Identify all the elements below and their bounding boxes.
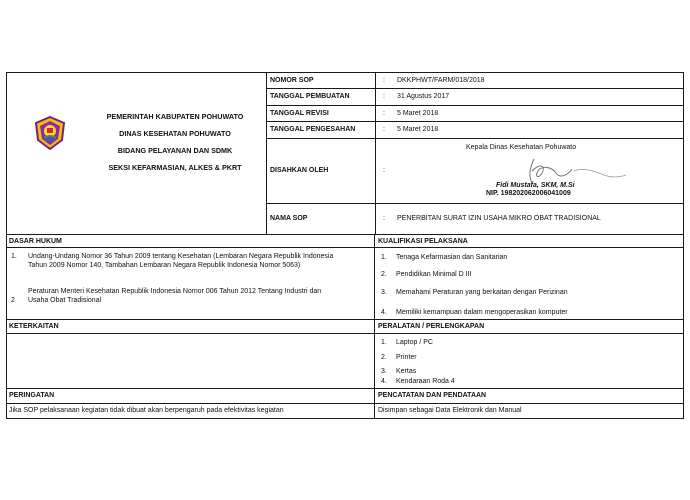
value-tanggal-pengesahan: 5 Maret 2018 (397, 126, 439, 133)
list-item: Memahami Peraturan yang berkaitan dengan Perizinan (396, 289, 568, 296)
value-tanggal-pembuatan: 31 Agustus 2017 (397, 93, 450, 100)
label-tanggal-pembuatan: TANGGAL PEMBUATAN (270, 93, 350, 100)
item-number: 3. (381, 289, 387, 296)
colon: : (383, 77, 385, 84)
colon: : (383, 126, 385, 133)
label-tanggal-revisi: TANGGAL REVISI (270, 110, 329, 117)
colon: : (383, 93, 385, 100)
value-tanggal-revisi: 5 Maret 2018 (397, 110, 439, 117)
approver-name: Fidi Mustafa, SKM, M.Si (496, 182, 575, 189)
item-number: 4. (381, 378, 387, 385)
list-item: Printer (396, 354, 417, 361)
item-text: Peraturan Menteri Kesehatan Republik Indonesia Nomor 006 Tahun 2012 Tentang Industri dan (28, 288, 322, 295)
colon: : (383, 215, 385, 222)
item-number: 1. (381, 254, 387, 261)
list-item: Pendidikan Minimal D III (396, 271, 472, 278)
org-line-division: BIDANG PELAYANAN DAN SDMK (117, 146, 233, 155)
section-title-peringatan: PERINGATAN (9, 392, 55, 399)
item-number: 1. (381, 339, 387, 346)
label-nama-sop: NAMA SOP (270, 215, 308, 222)
item-number: 4. (381, 309, 387, 316)
item-number: 1. (11, 253, 17, 260)
item-text: Usaha Obat Tradisional (28, 297, 102, 304)
value-nama-sop: PENERBITAN SURAT IZIN USAHA MIKRO OBAT TRADISIONAL (397, 215, 601, 222)
section-title-pencatatan: PENCATATAN DAN PENDATAAN (378, 392, 487, 399)
section-title-dasar-hukum: DASAR HUKUM (9, 238, 62, 245)
section-title-kualifikasi: KUALIFIKASI PELAKSANA (378, 238, 468, 245)
label-disahkan-oleh: DISAHKAN OLEH (270, 167, 329, 174)
item-text: Undang-Undang Nomor 36 Tahun 2009 tentang Kesehatan (Lembaran Negara Republik Indonesia (28, 253, 334, 260)
colon: : (383, 110, 385, 117)
value-nomor-sop: DKKPHWT/FARM/018/2018 (397, 77, 485, 84)
section-title-keterkaitan: KETERKAITAN (9, 323, 59, 330)
org-line-government: PEMERINTAH KABUPATEN POHUWATO (106, 112, 244, 121)
item-text: Tahun 2009 Nomor 140, Tambahan Lembaran Negara Republik Indonesia Nomor 5063) (28, 262, 301, 269)
section-title-peralatan: PERALATAN / PERLENGKAPAN (378, 323, 485, 330)
org-line-agency: DINAS KESEHATAN POHUWATO (119, 129, 231, 138)
item-number: 3. (381, 368, 387, 375)
approver-position: Kepala Dinas Kesehatan Pohuwato (466, 144, 577, 151)
peringatan-text: Jika SOP pelaksanaan kegiatan tidak dibuat akan berpengaruh pada efektivitas kegiatan (9, 407, 284, 414)
list-item: Tenaga Kefarmasian dan Sanitarian (396, 254, 508, 261)
list-item: Memiliki kemampuan dalam mengoperasikan komputer (396, 309, 568, 316)
label-tanggal-pengesahan: TANGGAL PENGESAHAN (270, 126, 356, 133)
pohuwato-emblem-icon (34, 116, 66, 150)
list-item: Laptop / PC (396, 339, 433, 346)
approver-nip: NIP. 198202062006041009 (486, 190, 571, 197)
pencatatan-text: Disimpan sebagai Data Elektronik dan Manual (378, 407, 522, 414)
item-number: 2. (381, 354, 387, 361)
org-line-section: SEKSI KEFARMASIAN, ALKES & PKRT (108, 163, 242, 172)
item-number: 2. (381, 271, 387, 278)
colon: : (383, 167, 385, 174)
label-nomor-sop: NOMOR SOP (270, 77, 314, 84)
list-item: Kendaraan Roda 4 (396, 378, 455, 385)
item-number: 2 (11, 297, 15, 304)
list-item: Kertas (396, 368, 417, 375)
